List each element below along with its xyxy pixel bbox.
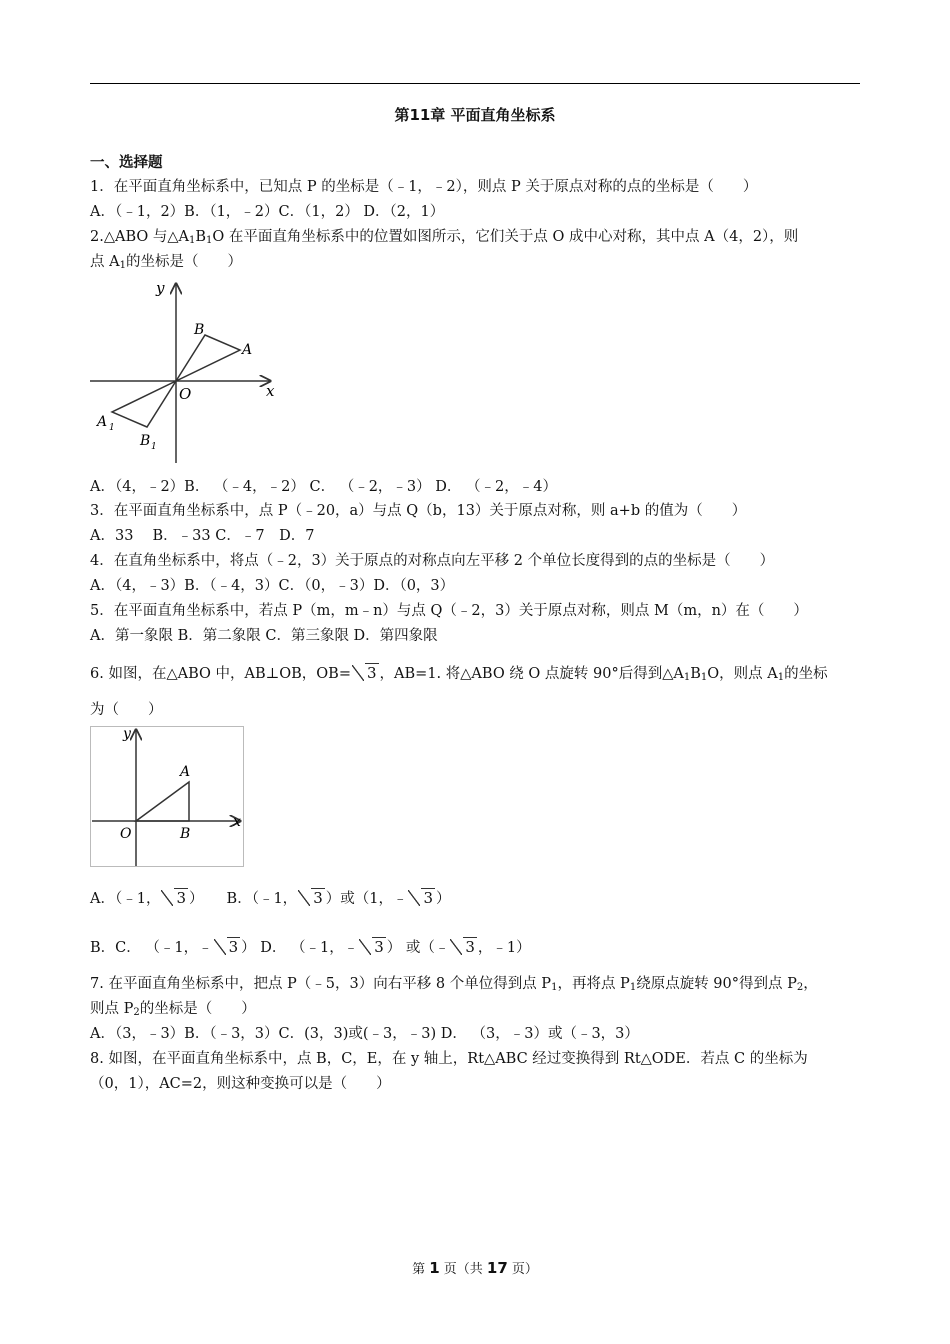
label-a1-sub: 1 xyxy=(109,423,115,433)
label-b: B xyxy=(194,322,205,338)
sqrt-symbol: 3 xyxy=(450,937,477,958)
sqrt-symbol: 3 xyxy=(298,888,325,909)
label-x: x xyxy=(233,814,241,830)
question-5-stem: 5．在平面直角坐标系中，若点 P（m，m﹣n）与点 Q（﹣2，3）关于原点对称，则点 M（m，n）在（ ） xyxy=(90,603,808,619)
question-1-stem: 1．在平面直角坐标系中，已知点 P 的坐标是（﹣1，﹣2），则点 P 关于原点对称的点的坐标是（ ） xyxy=(90,179,758,195)
triangle-abo xyxy=(176,335,240,381)
question-3-options: A．33 B．﹣33 C．﹣7 D．7 xyxy=(90,528,315,544)
question-8-stem-line2: （0，1），AC=2，则这种变换可以是（ ） xyxy=(90,1076,391,1092)
section-heading: 一、选择题 xyxy=(90,155,163,171)
question-2-stem: 2.△ABO 与$\triangle A_1B_1O$ 在平面直角坐标系中的位置如图所示，它们关于点 O 成中心对称，其中点 A（4，2），则 xyxy=(90,229,799,246)
total-pages: 17 xyxy=(486,1259,508,1277)
triangle-a1b1o xyxy=(112,381,176,427)
label-y: y xyxy=(123,726,131,742)
triangle-abo xyxy=(136,782,189,821)
sqrt-symbol: 3 xyxy=(352,663,379,684)
question-3-stem: 3．在平面直角坐标系中，点 P（﹣20，a）与点 Q（b，13）关于原点对称，则 a+b 的值为（ ） xyxy=(90,503,747,519)
label-o: O xyxy=(120,826,132,842)
question-6-stem: 6. 如图，在△ABO 中，AB⊥OB，OB= 3 ，AB=1. 将△ABO 绕 O 点旋转 90°后得到$\triangle A_1B_1O$，则点 $A_1$的坐标 xyxy=(90,664,828,683)
page-footer: 第 1 页（共 17 页） xyxy=(412,1259,538,1277)
sqrt-symbol: 3 xyxy=(359,937,386,958)
question-6-options-cd: B．C． （﹣1，﹣ 3 ） D． （﹣1，﹣ 3 ） 或（﹣ 3 ，﹣1） xyxy=(90,938,531,956)
header-rule xyxy=(90,83,860,84)
sqrt-symbol: 3 xyxy=(161,888,188,909)
question-7-options: A．（3，﹣3）B．（﹣3，3）C．(3，3)或(﹣3，﹣3) D． （3，﹣3）或（﹣3，3） xyxy=(90,1026,639,1042)
question-8-stem: 8. 如图，在平面直角坐标系中，点 B，C，E，在 y 轴上，Rt△ABC 经过变换得到 Rt△ODE．若点 C 的坐标为 xyxy=(90,1051,808,1067)
label-b: B xyxy=(180,826,191,842)
question-5-options: A．第一象限 B．第二象限 C．第三象限 D．第四象限 xyxy=(90,628,438,644)
label-a: A xyxy=(180,764,191,780)
question-7-stem: 7. 在平面直角坐标系中，把点 P（﹣5，3）向右平移 8 个单位得到点 $P_1$，再将点 $P_1$绕原点旋转 90°得到点 $P_2$， xyxy=(90,976,818,993)
page-title: 第11章 平面直角坐标系 xyxy=(394,106,556,124)
label-y: y xyxy=(156,279,165,297)
figure-q6 xyxy=(90,726,246,868)
question-4-stem: 4．在直角坐标系中，将点（﹣2，3）关于原点的对称点向左平移 2 个单位长度得到的点的坐标是（ ） xyxy=(90,553,775,569)
label-a: A xyxy=(242,342,253,358)
sqrt-symbol: 3 xyxy=(214,937,241,958)
sqrt-symbol: 3 xyxy=(408,888,435,909)
figure-q2 xyxy=(90,278,285,466)
question-2-options: A．（4，﹣2）B． （﹣4，﹣2） C． （﹣2，﹣3） D． （﹣2，﹣4） xyxy=(90,479,557,495)
question-6-stem-line2: 为（ ） xyxy=(90,702,163,718)
label-a1: A xyxy=(97,414,108,430)
label-o: O xyxy=(179,385,192,403)
question-7-stem-line2: 则点 $P_2$的坐标是（ ） xyxy=(90,1001,256,1018)
current-page: 1 xyxy=(429,1259,440,1277)
question-2-stem-line2: 点 $A_1$的坐标是（ ） xyxy=(90,254,242,271)
label-b1-sub: 1 xyxy=(151,442,157,452)
question-6-options-ab: A．（﹣1， 3 ） B．（﹣1， 3 ）或（1，﹣ 3 ） xyxy=(90,889,451,907)
label-x: x xyxy=(266,382,275,400)
question-1-options: A．（﹣1，2）B．（1，﹣2）C．（1，2） D．（2，1） xyxy=(90,204,445,220)
label-b1: B xyxy=(140,433,151,449)
question-4-options: A．（4，﹣3）B．（﹣4，3）C．（0，﹣3）D．（0，3） xyxy=(90,578,455,594)
